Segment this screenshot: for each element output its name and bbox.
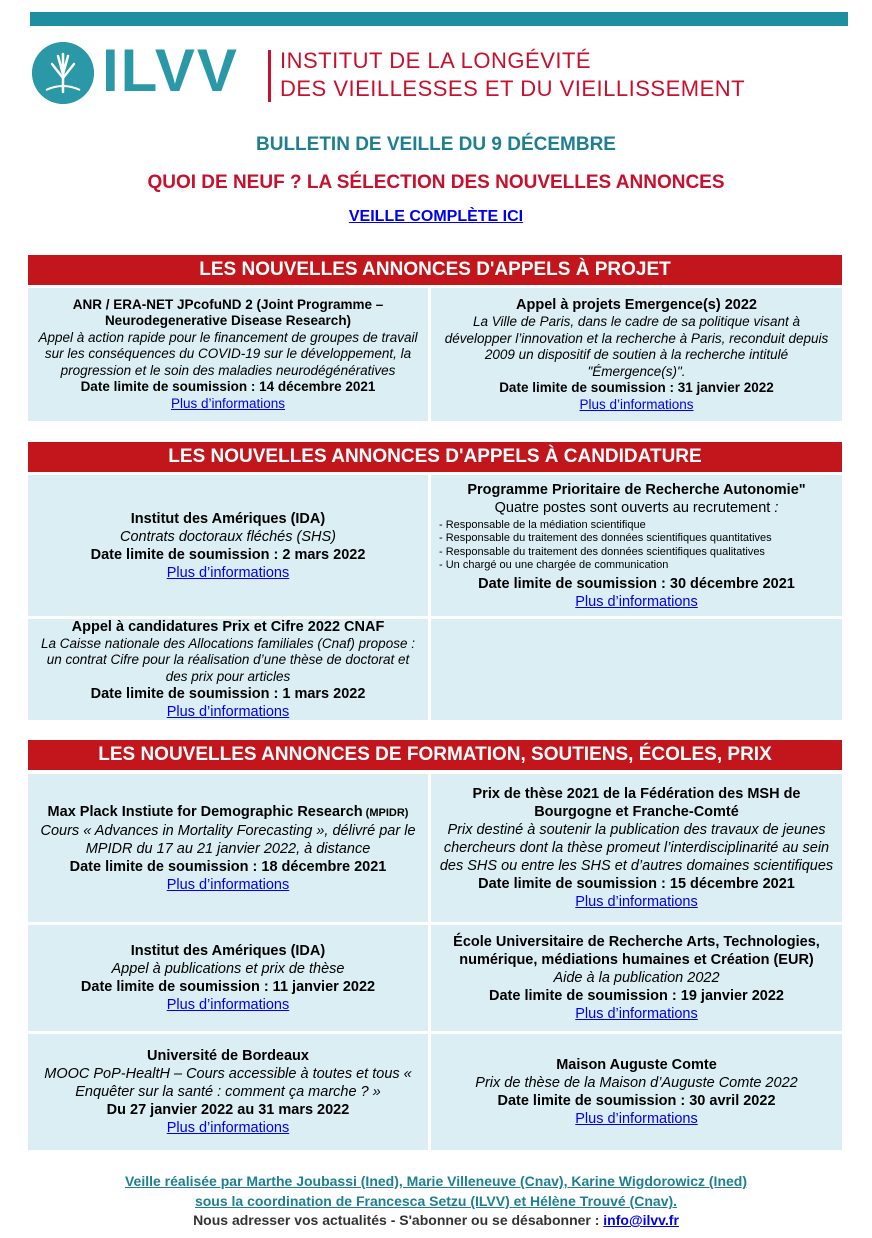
announcement-card	[431, 288, 842, 421]
card-title: ANR / ERA-NET JPcofuND 2 (Joint Programme – Neurodegenerative Disease Research)	[72, 296, 384, 329]
card-dates: Du 27 janvier 2022 au 31 mars 2022	[106, 1102, 350, 1118]
full-watch-link[interactable]: VEILLE COMPLÈTE ICI	[348, 208, 524, 225]
card-title: Appel à projets Emergence(s) 2022	[516, 297, 757, 313]
logo-line-2: DES VIEILLESSES ET DU VIEILLISSEMENT	[280, 76, 746, 101]
card-intro	[439, 499, 834, 517]
section-projets-title: LES NOUVELLES ANNONCES D'APPELS À PROJET	[28, 255, 842, 285]
more-info-link[interactable]: Plus d’informations	[166, 997, 290, 1013]
empty-card	[431, 619, 842, 720]
announcement-card	[28, 774, 428, 922]
list-item: - Responsable du traitement des données scientifiques qualitatives	[439, 546, 834, 560]
card-deadline: Date limite de soumission : 1 mars 2022	[90, 686, 366, 703]
card-title: Appel à candidatures Prix et Cifre 2022 CNAF	[71, 618, 385, 635]
announcement-card	[431, 1034, 842, 1150]
card-title-main: Max Plack Instiute for Demographic Research	[47, 803, 363, 820]
card-title: École Universitaire de Recherche Arts, Technologies, numérique, médiations humaines et Création (EUR)	[453, 934, 820, 968]
card-description: Appel à publications et prix de thèse	[111, 961, 345, 977]
card-deadline: Date limite de soumission : 18 décembre 2021	[69, 858, 387, 875]
card-title: Institut des Amériques (IDA)	[130, 943, 326, 959]
section-formation-title: LES NOUVELLES ANNONCES DE FORMATION, SOUTIENS, ÉCOLES, PRIX	[28, 740, 842, 770]
card-intro-text: Quatre postes sont ouverts au recrutement	[494, 499, 771, 516]
more-info-link[interactable]: Plus d’informations	[170, 395, 286, 411]
card-title: Maison Auguste Comte	[556, 1057, 717, 1073]
footer-coordination-link[interactable]: sous la coordination de Francesca Setzu (ILVV) et Hélène Trouvé (Cnav).	[194, 1193, 678, 1209]
more-info-link[interactable]: Plus d’informations	[166, 564, 290, 581]
section-candidature-title: LES NOUVELLES ANNONCES D'APPELS À CANDIDATURE	[28, 442, 842, 472]
announcement-card	[28, 619, 428, 720]
announcement-card	[28, 925, 428, 1031]
announcement-card	[28, 1034, 428, 1150]
card-deadline: Date limite de soumission : 30 décembre 2021	[478, 575, 795, 592]
ilvv-logo	[30, 37, 820, 110]
list-item: - Responsable de la médiation scientifique	[439, 519, 834, 533]
list-item: - Responsable du traitement des données scientifiques quantitatives	[439, 532, 834, 546]
selection-subtitle: QUOI DE NEUF ? LA SÉLECTION DES NOUVELLES ANNONCES	[147, 172, 725, 193]
card-deadline: Date limite de soumission : 2 mars 2022	[90, 546, 366, 563]
more-info-link[interactable]: Plus d’informations	[579, 396, 694, 412]
card-deadline: Date limite de soumission : 14 décembre 2021	[80, 379, 376, 395]
logo-acronym: ILVV	[102, 37, 239, 104]
card-title: Programme Prioritaire de Recherche Autonomie"	[467, 481, 806, 498]
card-description: La Caisse nationale des Allocations familiales (Cnaf) propose : un contrat Cifre pour la réalisation d’une thèse de doctorat et des prix pour articles	[41, 635, 415, 684]
more-info-link[interactable]: Plus d’informations	[575, 593, 698, 610]
logo-divider	[268, 50, 271, 102]
full-watch-link-wrap	[0, 208, 872, 226]
footer-credits-link[interactable]: Veille réalisée par Marthe Joubassi (Ined), Marie Villeneuve (Cnav), Karine Wigdorowicz (Ined)	[124, 1173, 747, 1189]
more-info-link[interactable]: Plus d’informations	[575, 1111, 698, 1127]
announcement-card	[28, 475, 428, 616]
card-title-acronym: (MPIDR)	[362, 806, 409, 819]
announcement-card	[28, 288, 428, 421]
card-description: MOOC PoP-HealtH – Cours accessible à toutes et tous « Enquêter sur la santé : comment ça marche ? »	[44, 1066, 412, 1100]
card-deadline: Date limite de soumission : 19 janvier 2022	[489, 988, 784, 1004]
footer-contact	[0, 1212, 872, 1228]
more-info-link[interactable]: Plus d’informations	[166, 704, 290, 721]
card-description: Appel à action rapide pour le financement de groupes de travail sur les conséquences du COVID-19 sur le développement, la progression et le soin des maladies neurodégénératives	[38, 329, 418, 378]
more-info-link[interactable]: Plus d’informations	[575, 1006, 698, 1022]
card-intro-colon: :	[770, 499, 779, 516]
tree-logo-icon	[32, 42, 94, 104]
card-description: Prix destiné à soutenir la publication des travaux de jeunes chercheurs dont la thèse promeut l’interdisciplinarité au sein des SHS ou entre les SHS et d’autres domaines scientifiques	[439, 822, 834, 874]
logo-line-1: INSTITUT DE LA LONGÉVITÉ	[280, 48, 592, 73]
card-deadline: Date limite de soumission : 11 janvier 2022	[80, 979, 376, 995]
bulletin-title: BULLETIN DE VEILLE DU 9 DÉCEMBRE	[256, 134, 616, 155]
card-title: Prix de thèse 2021 de la Fédération des MSH de Bourgogne et Franche-Comté	[472, 786, 801, 820]
positions-list	[439, 519, 834, 573]
top-banner-bar	[30, 12, 848, 26]
card-title	[36, 803, 420, 822]
more-info-link[interactable]: Plus d’informations	[166, 1120, 290, 1136]
list-item: - Un chargé ou une chargée de communication	[439, 559, 834, 573]
card-title: Université de Bordeaux	[147, 1048, 309, 1064]
more-info-link[interactable]: Plus d’informations	[575, 894, 698, 910]
card-deadline: Date limite de soumission : 15 décembre 2021	[478, 876, 795, 892]
card-deadline: Date limite de soumission : 30 avril 2022	[497, 1093, 776, 1109]
card-description: La Ville de Paris, dans le cadre de sa politique visant à développer l’innovation et la recherche à Paris, reconduit depuis 2009 un dispositif de soutien à la recherche intitulé "Émergence(s)".	[444, 314, 829, 379]
card-description: Prix de thèse de la Maison d’Auguste Comte 2022	[475, 1075, 798, 1091]
card-description: Contrats doctoraux fléchés (SHS)	[120, 528, 336, 545]
announcement-card	[431, 774, 842, 922]
footer-contact-text: Nous adresser vos actualités - S'abonner ou se désabonner :	[193, 1212, 604, 1228]
card-description: Cours « Advances in Mortality Forecasting », délivré par le MPIDR du 17 au 21 janvier 2022, à distance	[40, 822, 416, 857]
announcement-card	[431, 925, 842, 1031]
card-title: Institut des Amériques (IDA)	[130, 510, 326, 527]
email-link[interactable]: info@ilvv.fr	[603, 1212, 679, 1228]
card-description: Aide à la publication 2022	[553, 970, 720, 986]
announcement-card	[431, 475, 842, 616]
more-info-link[interactable]: Plus d’informations	[166, 876, 290, 893]
card-deadline: Date limite de soumission : 31 janvier 2022	[499, 380, 774, 395]
